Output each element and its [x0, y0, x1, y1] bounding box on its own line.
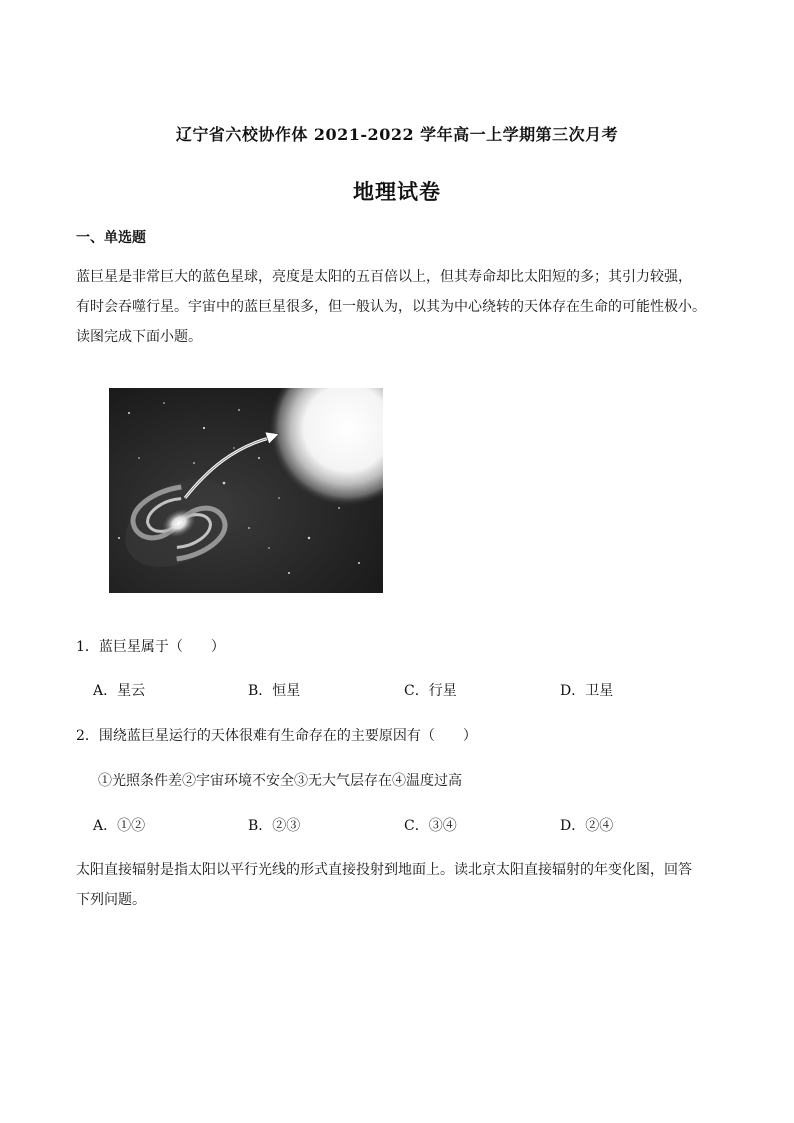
passage-line: 太阳直接辐射是指太阳以平行光线的形式直接投射到地面上。读北京太阳直接辐射的年变化图，回答 — [76, 862, 692, 878]
q2-option-b: B．②③ — [248, 818, 301, 834]
passage-line: 蓝巨星是非常巨大的蓝色星球，亮度是太阳的五百倍以上，但其寿命却比太阳短的多；其引力较强， — [76, 269, 692, 285]
question-1-options — [93, 680, 733, 700]
q1-option-b: B．恒星 — [248, 683, 301, 699]
q1-option-a: A．星云 — [93, 683, 146, 699]
passage-line: 下列问题。 — [76, 892, 146, 908]
exam-title: 辽宁省六校协作体 2021-2022 学年高一上学期第三次月考 — [175, 125, 619, 144]
passage-solar-radiation — [76, 855, 736, 915]
q2-option-d: D．②④ — [560, 818, 614, 834]
passage-line: 读图完成下面小题。 — [76, 329, 202, 345]
question-2-statements: ①光照条件差②宇宙环境不安全③无大气层存在④温度过高 — [98, 773, 462, 789]
galaxy-star-illustration — [109, 388, 383, 593]
question-2-stem: 2．围绕蓝巨星运行的天体很难有生命存在的主要原因有（ ） — [76, 728, 477, 744]
passage-blue-giant — [76, 262, 736, 352]
q1-option-d: D．卫星 — [560, 683, 614, 699]
q1-option-c: C．行星 — [404, 683, 457, 699]
section-heading: 一、单选题 — [76, 230, 146, 246]
passage-line: 有时会吞噬行星。宇宙中的蓝巨星很多，但一般认为，以其为中心绕转的天体存在生命的可能性极小。 — [76, 299, 706, 315]
exam-subtitle: 地理试卷 — [353, 179, 441, 204]
q2-option-c: C．③④ — [404, 818, 457, 834]
galaxy-blue-giant-figure — [109, 388, 383, 593]
question-1-stem: 1．蓝巨星属于（ ） — [76, 639, 225, 655]
q2-option-a: A．①② — [93, 818, 146, 834]
question-2-options — [93, 815, 733, 835]
